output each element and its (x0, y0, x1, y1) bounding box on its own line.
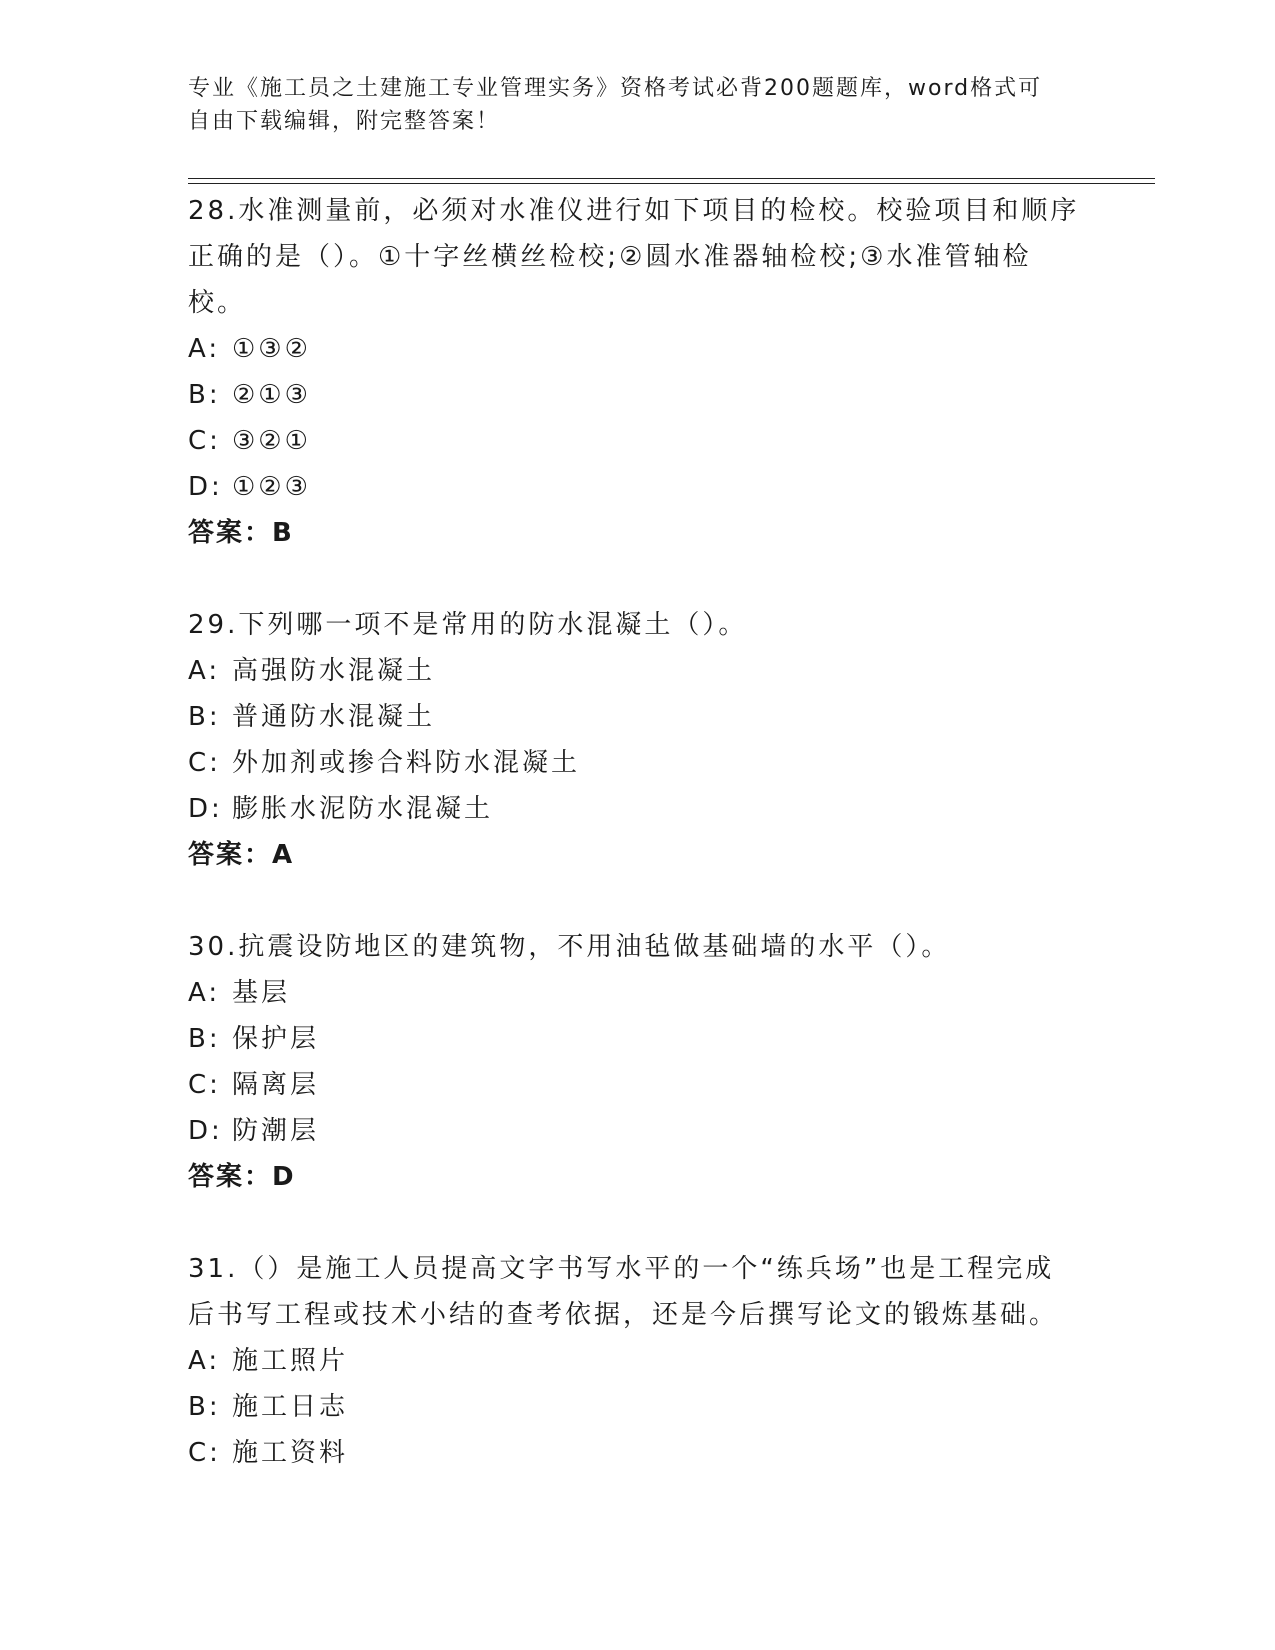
option-text: 膨胀水泥防水混凝土 (232, 794, 494, 824)
option-text: 施工日志 (232, 1392, 349, 1422)
option-letter: A: (188, 334, 221, 364)
question-stem-line: 31.（）是施工人员提高文字书写水平的一个“练兵场”也是工程完成 (188, 1254, 1055, 1284)
option-text: 保护层 (232, 1024, 320, 1054)
question-30 (188, 924, 1088, 1200)
question-28 (188, 188, 1088, 556)
option-text: 普通防水混凝土 (232, 702, 436, 732)
option-text: 施工资料 (232, 1438, 349, 1468)
question-stem-line: 正确的是（）。①十字丝横丝检校;②圆水准器轴检校;③水准管轴检 (188, 242, 1032, 272)
question-29 (188, 602, 1088, 878)
option-letter: B: (188, 702, 221, 732)
option-text: ①②③ (232, 472, 311, 502)
option-text: ①③② (232, 334, 311, 364)
option-text: 高强防水混凝土 (232, 656, 436, 686)
option-b (188, 1016, 1088, 1062)
option-text: ②①③ (232, 380, 311, 410)
option-text: 隔离层 (232, 1070, 320, 1100)
header-line-2: 自由下载编辑，附完整答案！ (188, 109, 501, 134)
question-stem-line: 29.下列哪一项不是常用的防水混凝土（）。 (188, 610, 748, 640)
option-letter: D: (188, 794, 223, 824)
option-letter: A: (188, 978, 221, 1008)
question-stem-line: 28.水准测量前，必须对水准仪进行如下项目的检校。校验项目和顺序 (188, 196, 1080, 226)
question-stem-line: 后书写工程或技术小结的查考依据，还是今后撰写论文的锻炼基础。 (188, 1300, 1059, 1330)
option-d (188, 786, 1088, 832)
header-divider-bottom (188, 183, 1155, 184)
option-d (188, 464, 1088, 510)
answer-line: 答案：A (188, 840, 295, 870)
option-text: 外加剂或掺合料防水混凝土 (232, 748, 581, 778)
option-a (188, 1338, 1088, 1384)
option-letter: D: (188, 1116, 223, 1146)
option-c (188, 1430, 1088, 1476)
document-header (188, 72, 1068, 138)
option-letter: B: (188, 1392, 221, 1422)
option-a (188, 326, 1088, 372)
option-letter: B: (188, 380, 221, 410)
option-text: 基层 (232, 978, 291, 1008)
option-b (188, 694, 1088, 740)
question-stem-line: 校。 (188, 288, 247, 318)
option-letter: C: (188, 426, 221, 456)
option-b (188, 372, 1088, 418)
header-line-1: 专业《施工员之土建施工专业管理实务》资格考试必背200题题库，word格式可 (188, 76, 1043, 101)
option-c (188, 740, 1088, 786)
question-stem-line: 30.抗震设防地区的建筑物，不用油毡做基础墙的水平（）。 (188, 932, 951, 962)
option-text: ③②① (232, 426, 311, 456)
answer-line: 答案：B (188, 518, 294, 548)
header-divider-top (188, 178, 1155, 179)
option-letter: C: (188, 1070, 221, 1100)
option-a (188, 970, 1088, 1016)
option-letter: A: (188, 656, 221, 686)
option-c (188, 418, 1088, 464)
option-letter: B: (188, 1024, 221, 1054)
option-a (188, 648, 1088, 694)
answer-line: 答案：D (188, 1162, 296, 1192)
option-text: 防潮层 (232, 1116, 320, 1146)
option-letter: C: (188, 748, 221, 778)
question-31 (188, 1246, 1088, 1476)
option-letter: D: (188, 472, 223, 502)
option-letter: C: (188, 1438, 221, 1468)
question-list (188, 188, 1088, 1522)
option-b (188, 1384, 1088, 1430)
option-d (188, 1108, 1088, 1154)
option-text: 施工照片 (232, 1346, 349, 1376)
option-c (188, 1062, 1088, 1108)
option-letter: A: (188, 1346, 221, 1376)
